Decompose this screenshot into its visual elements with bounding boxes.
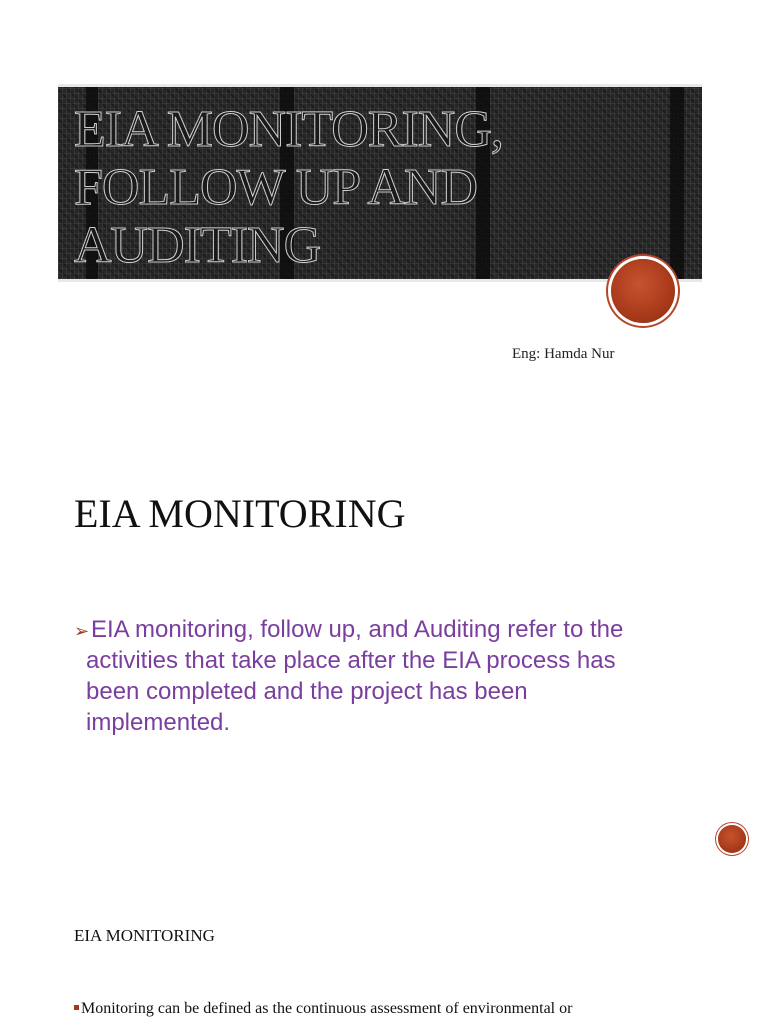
title-slide bbox=[0, 0, 768, 400]
decorative-circle-icon bbox=[611, 259, 675, 323]
slide-heading: EIA MONITORING bbox=[74, 491, 406, 536]
bullet-text: EIA monitoring, follow up, and Auditing refer to the activities that take place after the EIA process has been completed and the project has been implemented. bbox=[86, 616, 624, 736]
content-slide-monitoring-definition bbox=[0, 900, 768, 1024]
presentation-title: EIA MONITORING, FOLLOW UP AND AUDITING bbox=[74, 101, 503, 274]
title-banner bbox=[58, 84, 702, 282]
author-name: Eng: Hamda Nur bbox=[512, 346, 615, 362]
arrow-bullet-icon: ➢ bbox=[74, 621, 90, 641]
bullet-item bbox=[74, 1000, 704, 1018]
content-slide-eia-monitoring bbox=[0, 452, 768, 872]
slide-heading: EIA MONITORING bbox=[74, 926, 215, 945]
bullet-item bbox=[74, 614, 674, 738]
bullet-text: Monitoring can be defined as the continuous assessment of environmental or bbox=[81, 1000, 573, 1017]
square-bullet-icon bbox=[74, 1005, 79, 1010]
decorative-circle-icon bbox=[718, 825, 746, 853]
